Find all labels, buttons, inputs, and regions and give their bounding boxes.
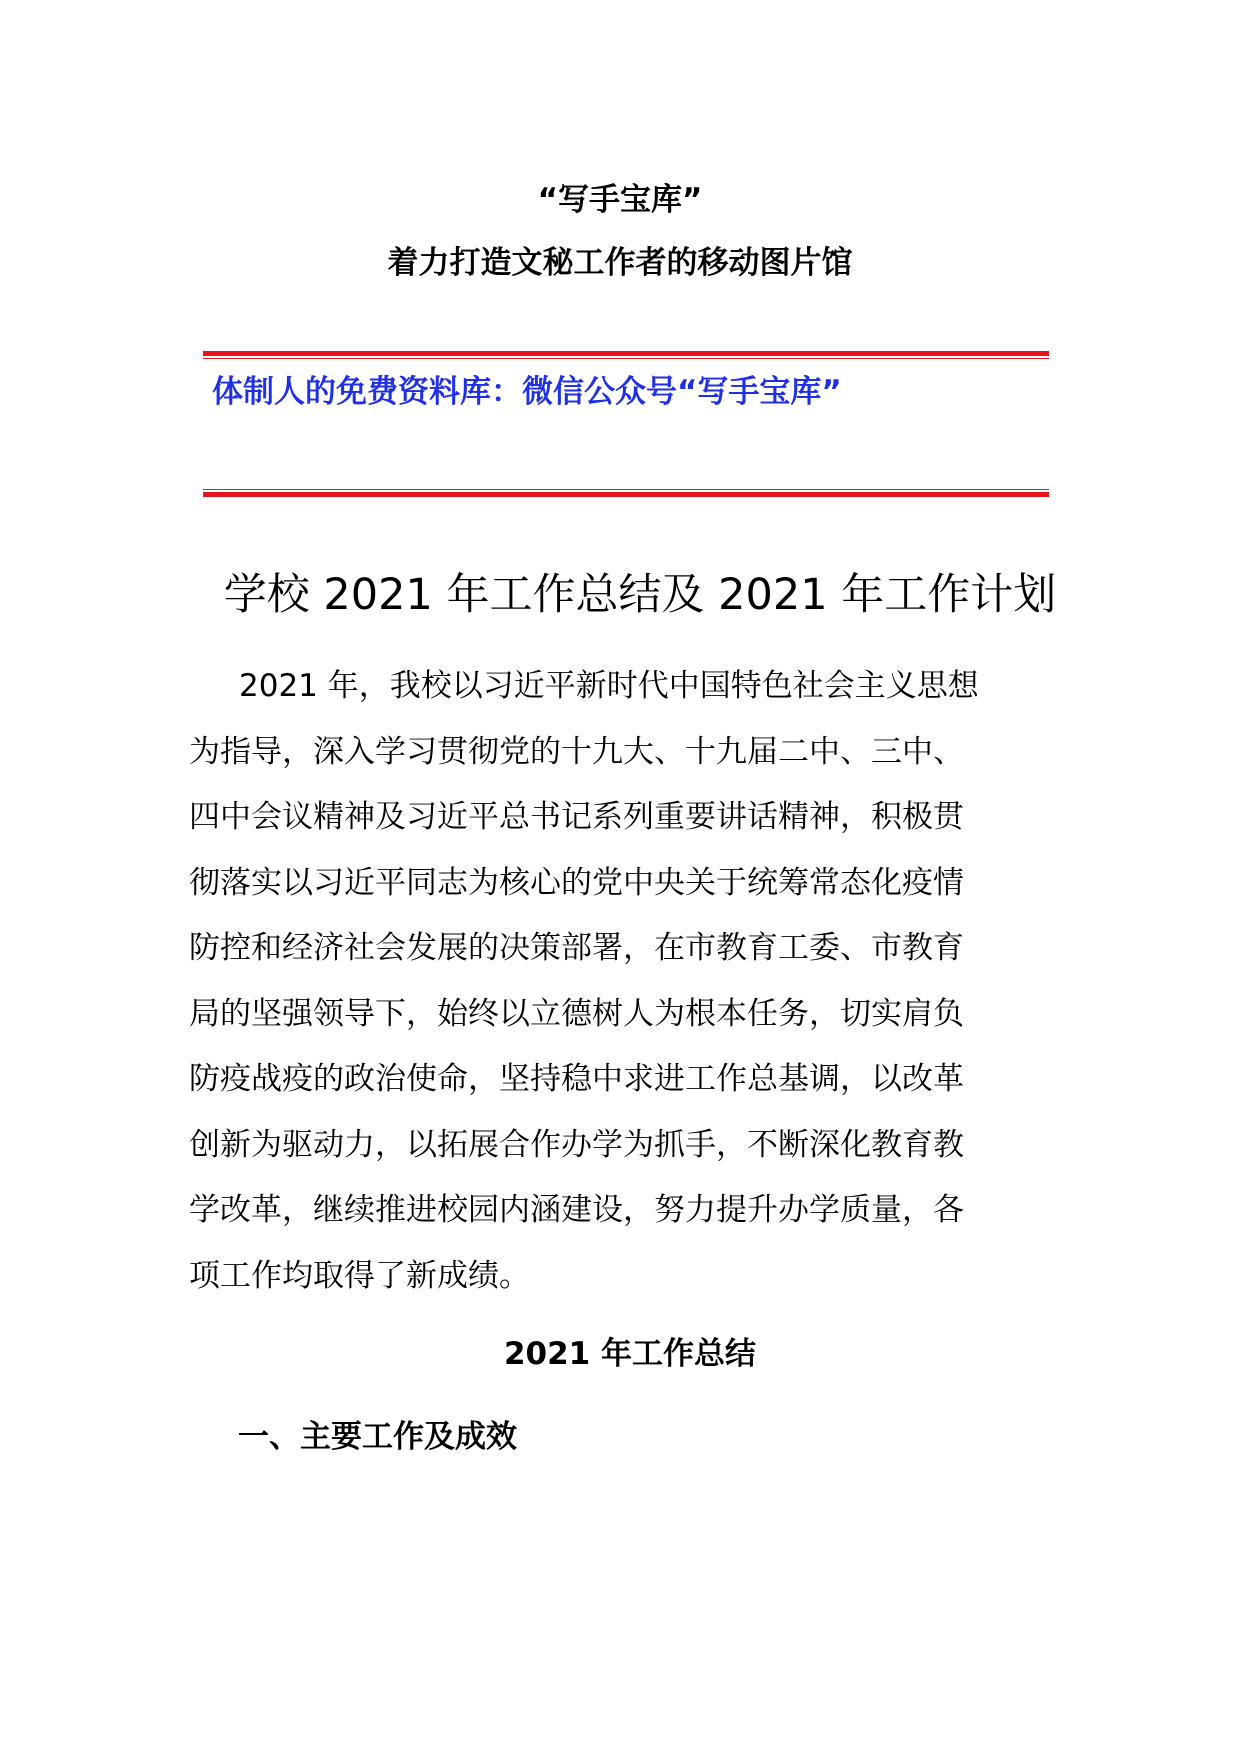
section-title: 2021 年工作总结	[503, 1336, 757, 1372]
header-slogan-title: “写手宝库”	[537, 182, 703, 218]
paragraph-line: 为指导，深入学习贯彻党的十九大、十九届二中、三中、	[189, 733, 964, 770]
paragraph-line: 防控和经济社会发展的决策部署，在市教育工委、市教育	[189, 930, 964, 966]
paragraph-line: 四中会议精神及习近平总书记系列重要讲话精神，积极贯	[189, 799, 964, 835]
paragraph-line: 2021 年，我校以习近平新时代中国特色社会主义思想	[239, 668, 979, 704]
paragraph-line: 项工作均取得了新成绩。	[189, 1257, 530, 1294]
banner-bottom-rule	[203, 489, 1049, 497]
paragraph-line: 创新为驱动力，以拓展合作办学为抓手，不断深化教育教	[189, 1126, 964, 1163]
intro-paragraph	[189, 654, 1049, 1309]
paragraph-line: 彻落实以习近平同志为核心的党中央关于统筹常态化疫情	[189, 864, 964, 901]
header-slogan-subtitle: 着力打造文秘工作者的移动图片馆	[387, 245, 853, 281]
paragraph-line: 学改革，继续推进校园内涵建设，努力提升办学质量，各	[189, 1192, 964, 1228]
rule-thin-line	[203, 358, 1049, 359]
banner-text: 体制人的免费资料库：微信公众号“写手宝库”	[212, 374, 842, 410]
rule-thick-line	[203, 492, 1049, 497]
paragraph-line: 防疫战疫的政治使命，坚持稳中求进工作总基调，以改革	[189, 1061, 964, 1097]
banner-top-rule	[203, 351, 1049, 359]
subsection-title: 一、主要工作及成效	[238, 1419, 517, 1455]
document-title: 学校 2021 年工作总结及 2021 年工作计划	[223, 570, 1057, 620]
paragraph-line: 局的坚强领导下，始终以立德树人为根本任务，切实肩负	[189, 995, 964, 1032]
